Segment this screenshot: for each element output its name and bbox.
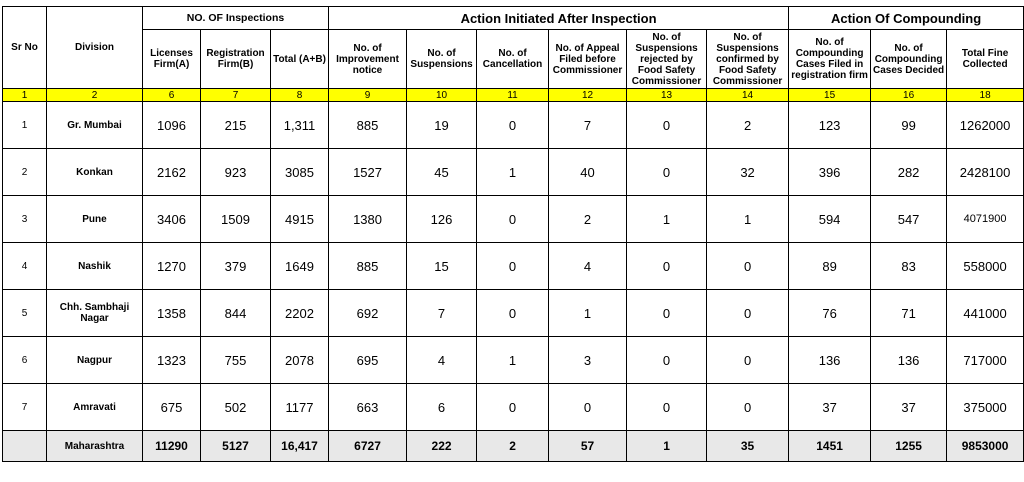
value-cell: 71 [871, 290, 947, 337]
total-value-cell: 222 [407, 431, 477, 462]
value-cell: 0 [707, 290, 789, 337]
inspection-table [2, 6, 1024, 462]
table-row [3, 243, 1024, 290]
column-index-cell: 7 [201, 89, 271, 102]
value-cell: 15 [407, 243, 477, 290]
value-cell: 594 [789, 196, 871, 243]
table-row [3, 149, 1024, 196]
value-cell: 717000 [947, 337, 1024, 384]
value-cell: 1358 [143, 290, 201, 337]
total-row [3, 431, 1024, 462]
total-value-cell: 9853000 [947, 431, 1024, 462]
value-cell: 1177 [271, 384, 329, 431]
value-cell: 4915 [271, 196, 329, 243]
value-cell: 1323 [143, 337, 201, 384]
value-cell: 3406 [143, 196, 201, 243]
value-cell: 675 [143, 384, 201, 431]
table-body [3, 89, 1024, 462]
value-cell: 0 [707, 243, 789, 290]
value-cell: 0 [477, 290, 549, 337]
division-cell: Gr. Mumbai [47, 102, 143, 149]
value-cell: 0 [707, 337, 789, 384]
column-index-cell: 8 [271, 89, 329, 102]
value-cell: 215 [201, 102, 271, 149]
value-cell: 19 [407, 102, 477, 149]
value-cell: 558000 [947, 243, 1024, 290]
total-value-cell: 11290 [143, 431, 201, 462]
value-cell: 1,311 [271, 102, 329, 149]
value-cell: 32 [707, 149, 789, 196]
column-index-cell: 6 [143, 89, 201, 102]
value-cell: 547 [871, 196, 947, 243]
value-cell: 0 [627, 384, 707, 431]
total-value-cell: 1451 [789, 431, 871, 462]
value-cell: 123 [789, 102, 871, 149]
value-cell: 4 [407, 337, 477, 384]
value-cell: 0 [477, 196, 549, 243]
division-header: Division [47, 7, 143, 89]
sr-no-cell: 3 [3, 196, 47, 243]
column-header: Licenses Firm(A) [143, 30, 201, 89]
sr-no-cell: 1 [3, 102, 47, 149]
column-index-cell: 2 [47, 89, 143, 102]
value-cell: 0 [549, 384, 627, 431]
table-row [3, 196, 1024, 243]
total-value-cell: 16,417 [271, 431, 329, 462]
value-cell: 755 [201, 337, 271, 384]
value-cell: 0 [477, 384, 549, 431]
column-header: No. of Appeal Filed before Commissioner [549, 30, 627, 89]
value-cell: 502 [201, 384, 271, 431]
value-cell: 136 [871, 337, 947, 384]
table-row [3, 290, 1024, 337]
value-cell: 923 [201, 149, 271, 196]
value-cell: 40 [549, 149, 627, 196]
value-cell: 1 [707, 196, 789, 243]
value-cell: 692 [329, 290, 407, 337]
value-cell: 99 [871, 102, 947, 149]
value-cell: 1270 [143, 243, 201, 290]
value-cell: 0 [627, 102, 707, 149]
value-cell: 375000 [947, 384, 1024, 431]
column-index-cell: 11 [477, 89, 549, 102]
value-cell: 76 [789, 290, 871, 337]
value-cell: 885 [329, 102, 407, 149]
division-cell: Nagpur [47, 337, 143, 384]
value-cell: 1527 [329, 149, 407, 196]
value-cell: 6 [407, 384, 477, 431]
value-cell: 663 [329, 384, 407, 431]
value-cell: 1649 [271, 243, 329, 290]
value-cell: 2 [549, 196, 627, 243]
value-cell: 1262000 [947, 102, 1024, 149]
column-index-cell: 9 [329, 89, 407, 102]
value-cell: 1096 [143, 102, 201, 149]
value-cell: 282 [871, 149, 947, 196]
value-cell: 2162 [143, 149, 201, 196]
value-cell: 0 [627, 243, 707, 290]
column-header: Registration Firm(B) [201, 30, 271, 89]
value-cell: 126 [407, 196, 477, 243]
division-cell: Konkan [47, 149, 143, 196]
value-cell: 83 [871, 243, 947, 290]
value-cell: 37 [871, 384, 947, 431]
value-cell: 3085 [271, 149, 329, 196]
value-cell: 695 [329, 337, 407, 384]
sr-no-header: Sr No [3, 7, 47, 89]
value-cell: 37 [789, 384, 871, 431]
column-header: No. of Suspensions rejected by Food Safety Commissioner [627, 30, 707, 89]
value-cell: 3 [549, 337, 627, 384]
table-row [3, 337, 1024, 384]
sr-no-cell: 6 [3, 337, 47, 384]
inspections-group-header: NO. OF Inspections [143, 7, 329, 30]
value-cell: 4071900 [947, 196, 1024, 243]
value-cell: 1 [477, 337, 549, 384]
column-header: No. of Improvement notice [329, 30, 407, 89]
sr-no-cell: 7 [3, 384, 47, 431]
total-value-cell [3, 431, 47, 462]
total-value-cell: 2 [477, 431, 549, 462]
division-cell: Amravati [47, 384, 143, 431]
column-index-cell: 18 [947, 89, 1024, 102]
total-value-cell: 1 [627, 431, 707, 462]
value-cell: 7 [549, 102, 627, 149]
division-cell: Nashik [47, 243, 143, 290]
value-cell: 2428100 [947, 149, 1024, 196]
value-cell: 1 [627, 196, 707, 243]
table-row [3, 102, 1024, 149]
value-cell: 396 [789, 149, 871, 196]
value-cell: 0 [707, 384, 789, 431]
value-cell: 45 [407, 149, 477, 196]
column-header: No. of Compounding Cases Decided [871, 30, 947, 89]
value-cell: 844 [201, 290, 271, 337]
value-cell: 0 [627, 337, 707, 384]
value-cell: 1 [477, 149, 549, 196]
column-header: Total Fine Collected [947, 30, 1024, 89]
value-cell: 89 [789, 243, 871, 290]
value-cell: 2202 [271, 290, 329, 337]
total-value-cell: 5127 [201, 431, 271, 462]
value-cell: 2 [707, 102, 789, 149]
column-index-cell: 1 [3, 89, 47, 102]
value-cell: 4 [549, 243, 627, 290]
column-index-cell: 15 [789, 89, 871, 102]
column-header: No. of Suspensions confirmed by Food Safety Commissioner [707, 30, 789, 89]
value-cell: 1509 [201, 196, 271, 243]
column-header: Total (A+B) [271, 30, 329, 89]
value-cell: 379 [201, 243, 271, 290]
value-cell: 0 [627, 149, 707, 196]
value-cell: 441000 [947, 290, 1024, 337]
division-cell: Chh. Sambhaji Nagar [47, 290, 143, 337]
total-label-cell: Maharashtra [47, 431, 143, 462]
sr-no-cell: 5 [3, 290, 47, 337]
total-value-cell: 6727 [329, 431, 407, 462]
total-value-cell: 35 [707, 431, 789, 462]
total-value-cell: 1255 [871, 431, 947, 462]
column-index-cell: 16 [871, 89, 947, 102]
value-cell: 1 [549, 290, 627, 337]
value-cell: 885 [329, 243, 407, 290]
action-group-header: Action Initiated After Inspection [329, 7, 789, 30]
value-cell: 1380 [329, 196, 407, 243]
column-header: No. of Suspensions [407, 30, 477, 89]
division-cell: Pune [47, 196, 143, 243]
value-cell: 136 [789, 337, 871, 384]
column-index-cell: 12 [549, 89, 627, 102]
column-index-cell: 14 [707, 89, 789, 102]
column-index-cell: 10 [407, 89, 477, 102]
value-cell: 0 [627, 290, 707, 337]
value-cell: 7 [407, 290, 477, 337]
compounding-group-header: Action Of Compounding [789, 7, 1024, 30]
column-index-row [3, 89, 1024, 102]
column-index-cell: 13 [627, 89, 707, 102]
total-value-cell: 57 [549, 431, 627, 462]
column-header: No. of Cancellation [477, 30, 549, 89]
value-cell: 0 [477, 102, 549, 149]
sr-no-cell: 4 [3, 243, 47, 290]
column-header: No. of Compounding Cases Filed in registration firm [789, 30, 871, 89]
value-cell: 2078 [271, 337, 329, 384]
value-cell: 0 [477, 243, 549, 290]
table-row [3, 384, 1024, 431]
sr-no-cell: 2 [3, 149, 47, 196]
